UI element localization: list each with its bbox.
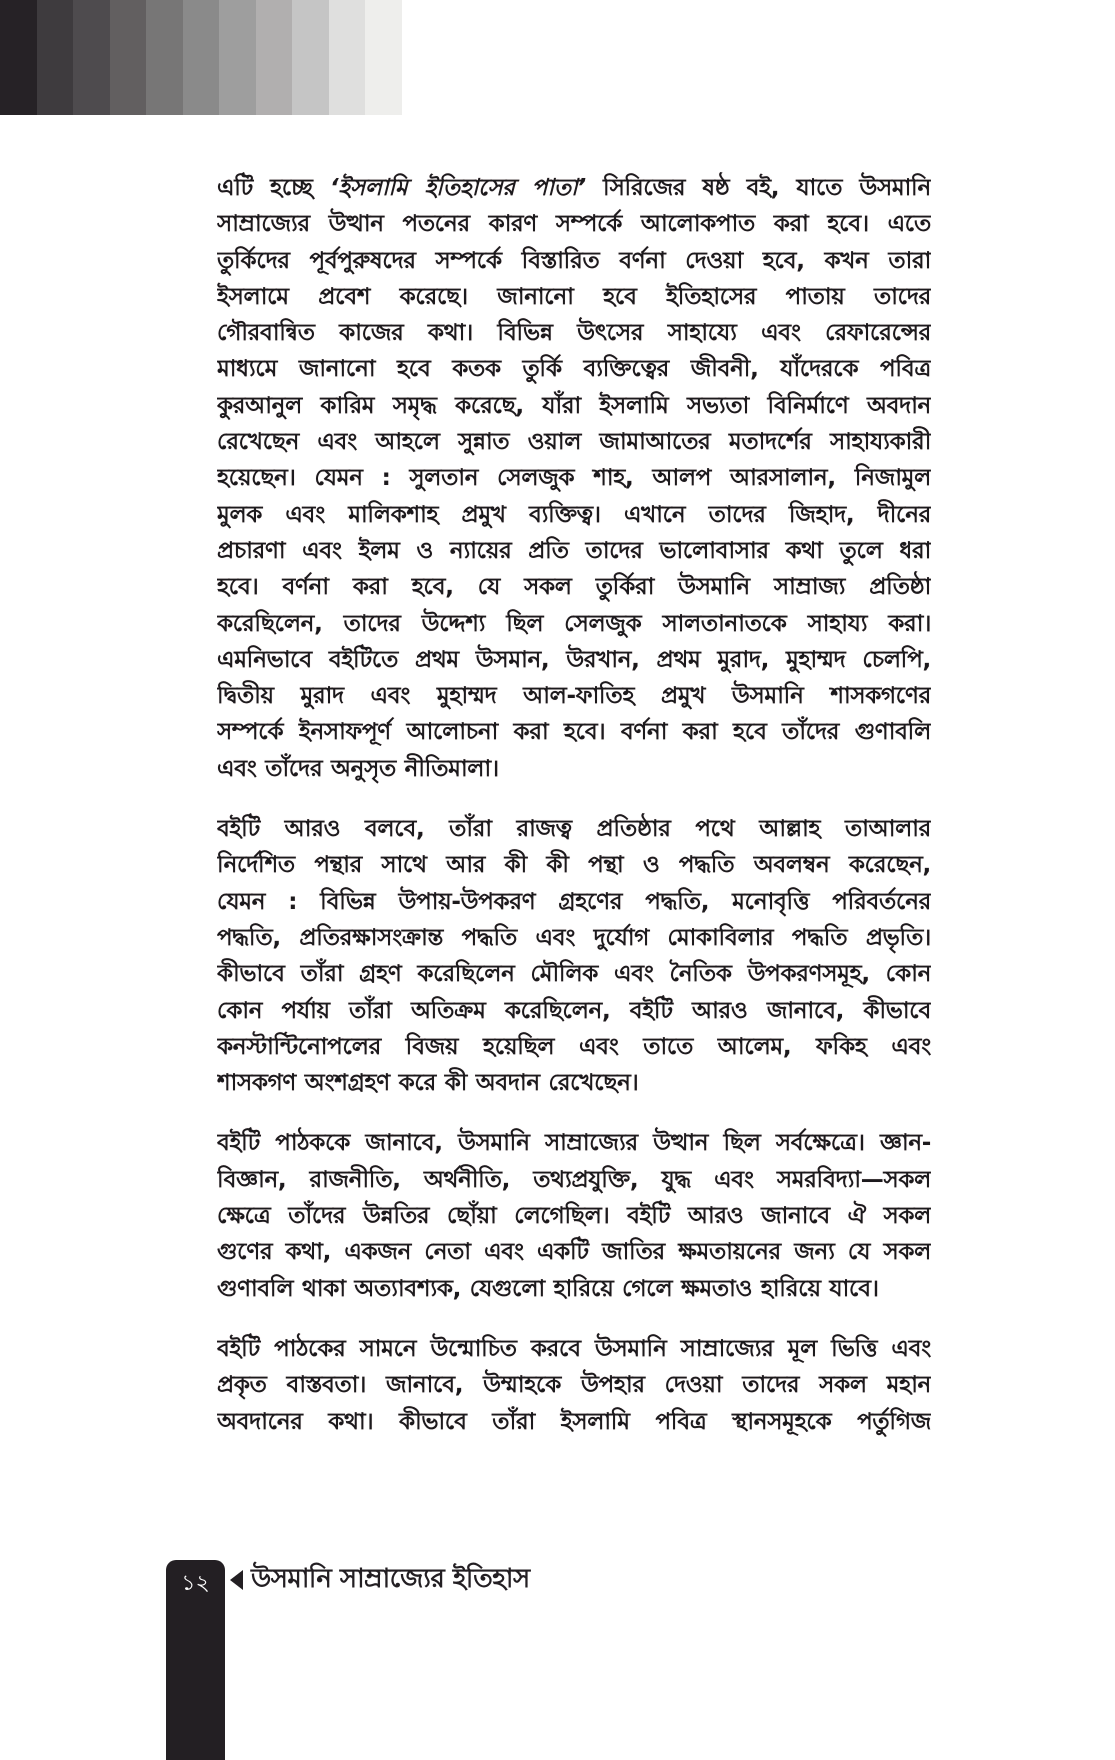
text-line: ইসলামে প্রবেশ করেছে। জানানো হবে ইতিহাসের পাতায় তাদের bbox=[217, 283, 931, 310]
running-footer bbox=[230, 1560, 530, 1600]
text-line: বইটি পাঠককে জানাবে, উসমানি সাম্রাজ্যের উত্থান ছিল সর্বক্ষেত্রে। জ্ঞান- bbox=[217, 1130, 931, 1157]
text-line: হয়েছেন। যেমন : সুলতান সেলজুক শাহ, আলপ আরসালান, নিজামুল bbox=[217, 465, 931, 492]
body-text bbox=[217, 170, 931, 1464]
book-title: উসমানি সাম্রাজ্যের ইতিহাস bbox=[251, 1564, 530, 1594]
text-line: প্রচারণা এবং ইলম ও ন্যায়ের প্রতি তাদের ভালোবাসার কথা তুলে ধরা bbox=[217, 537, 931, 564]
text-line: বিজ্ঞান, রাজনীতি, অর্থনীতি, তথ্যপ্রযুক্তি, যুদ্ধ এবং সমরবিদ্যা—সকল bbox=[217, 1166, 931, 1193]
gray-swatch bbox=[146, 0, 183, 115]
text-line: বইটি পাঠকের সামনে উন্মোচিত করবে উসমানি সাম্রাজ্যের মূল ভিত্তি এবং bbox=[217, 1335, 931, 1362]
paragraph-4 bbox=[217, 1331, 931, 1440]
gray-swatch bbox=[292, 0, 329, 115]
text-line: এটি হচ্ছে ‘ইসলামি ইতিহাসের পাতা’ সিরিজের ষষ্ঠ বই, যাতে উসমানি bbox=[217, 175, 931, 201]
text-line: করেছিলেন, তাদের উদ্দেশ্য ছিল সেলজুক সালতানাতকে সাহায্য করা। bbox=[217, 610, 931, 637]
gray-swatch bbox=[73, 0, 110, 115]
text-line: কুরআনুল কারিম সমৃদ্ধ করেছে, যাঁরা ইসলামি সভ্যতা বিনির্মাণে অবদান bbox=[217, 392, 931, 419]
text-line: সম্পর্কে ইনসাফপূর্ণ আলোচনা করা হবে। বর্ণনা করা হবে তাঁদের গুণাবলি bbox=[217, 719, 931, 746]
gray-swatch bbox=[110, 0, 147, 115]
text-line: যেমন : বিভিন্ন উপায়-উপকরণ গ্রহণের পদ্ধতি, মনোবৃত্তি পরিবর্তনের bbox=[217, 888, 931, 915]
text-line: নির্দেশিত পন্থার সাথে আর কী কী পন্থা ও পদ্ধতি অবলম্বন করেছেন, bbox=[217, 852, 931, 879]
gray-swatch bbox=[256, 0, 293, 115]
gray-swatch bbox=[37, 0, 74, 115]
gray-swatch bbox=[219, 0, 256, 115]
paragraph-3 bbox=[217, 1125, 931, 1306]
text-line: গুণের কথা, একজন নেতা এবং একটি জাতির ক্ষমতায়নের জন্য যে সকল bbox=[217, 1239, 931, 1266]
gray-swatch bbox=[183, 0, 220, 115]
print-calibration-bar bbox=[0, 0, 402, 115]
page-number-tab bbox=[166, 1560, 225, 1760]
text-line: বইটি আরও বলবে, তাঁরা রাজত্ব প্রতিষ্ঠার পথে আল্লাহ তাআলার bbox=[217, 816, 931, 843]
text-line: পদ্ধতি, প্রতিরক্ষাসংক্রান্ত পদ্ধতি এবং দুর্যোগ মোকাবিলার পদ্ধতি প্রভৃতি। bbox=[217, 924, 931, 951]
text-line: মাধ্যমে জানানো হবে কতক তুর্কি ব্যক্তিত্বের জীবনী, যাঁদেরকে পবিত্র bbox=[217, 356, 931, 383]
text-line: তুর্কিদের পূর্বপুরুষদের সম্পর্কে বিস্তারিত বর্ণনা দেওয়া হবে, কখন তারা bbox=[217, 247, 931, 274]
paragraph-2 bbox=[217, 811, 931, 1101]
text-line: ক্ষেত্রে তাঁদের উন্নতির ছোঁয়া লেগেছিল। বইটি আরও জানাবে ঐ সকল bbox=[217, 1203, 931, 1230]
page-number: ১২ bbox=[181, 1571, 210, 1596]
gray-swatch bbox=[329, 0, 366, 115]
text-line: দ্বিতীয় মুরাদ এবং মুহাম্মদ আল-ফাতিহ প্রমুখ উসমানি শাসকগণের bbox=[217, 683, 931, 710]
text-line: এবং তাঁদের অনুসৃত নীতিমালা। bbox=[217, 755, 499, 782]
text-line: অবদানের কথা। কীভাবে তাঁরা ইসলামি পবিত্র স্থানসমূহকে পর্তুগিজ bbox=[217, 1408, 931, 1435]
text-line: সাম্রাজ্যের উত্থান পতনের কারণ সম্পর্কে আলোকপাত করা হবে। এতে bbox=[217, 211, 931, 238]
text-line: এমনিভাবে বইটিতে প্রথম উসমান, উরখান, প্রথম মুরাদ, মুহাম্মদ চেলপি, bbox=[217, 646, 931, 673]
text-line: মুলক এবং মালিকশাহ প্রমুখ ব্যক্তিত্ব। এখানে তাদের জিহাদ, দীনের bbox=[217, 501, 931, 528]
text-line: হবে। বর্ণনা করা হবে, যে সকল তুর্কিরা উসমানি সাম্রাজ্য প্রতিষ্ঠা bbox=[217, 574, 931, 601]
text-line: গুণাবলি থাকা অত্যাবশ্যক, যেগুলো হারিয়ে গেলে ক্ষমতাও হারিয়ে যাবে। bbox=[217, 1275, 879, 1302]
left-triangle-icon bbox=[230, 1570, 243, 1590]
paragraph-1 bbox=[217, 170, 931, 787]
text-line: কোন পর্যায় তাঁরা অতিক্রম করেছিলেন, বইটি আরও জানাবে, কীভাবে bbox=[217, 997, 931, 1024]
gray-swatch bbox=[0, 0, 37, 115]
series-title: ‘ইসলামি ইতিহাসের পাতা’ bbox=[329, 175, 586, 201]
text-line: রেখেছেন এবং আহলে সুন্নাত ওয়াল জামাআতের মতাদর্শের সাহায্যকারী bbox=[217, 429, 931, 456]
text-line: কনস্টান্টিনোপলের বিজয় হয়েছিল এবং তাতে আলেম, ফকিহ এবং bbox=[217, 1033, 931, 1060]
text-line: গৌরবান্বিত কাজের কথা। বিভিন্ন উৎসের সাহায্যে এবং রেফারেন্সের bbox=[217, 320, 931, 347]
text-line: প্রকৃত বাস্তবতা। জানাবে, উম্মাহকে উপহার দেওয়া তাদের সকল মহান bbox=[217, 1372, 931, 1399]
gray-swatch bbox=[365, 0, 402, 115]
text-line: শাসকগণ অংশগ্রহণ করে কী অবদান রেখেছেন। bbox=[217, 1070, 639, 1097]
text-line: কীভাবে তাঁরা গ্রহণ করেছিলেন মৌলিক এবং নৈতিক উপকরণসমূহ, কোন bbox=[217, 961, 931, 988]
